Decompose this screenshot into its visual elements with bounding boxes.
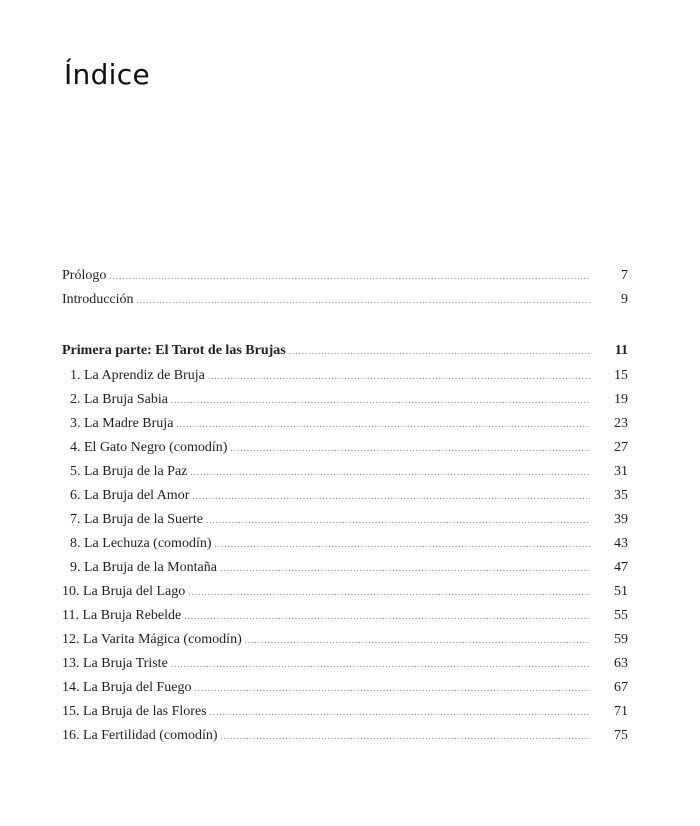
toc-chapter-label: 15. La Bruja de las Flores: [62, 704, 207, 719]
toc-chapter-label: 10. La Bruja del Lago: [62, 584, 186, 599]
dot-leader: [194, 676, 590, 700]
toc-chapter[interactable]: [62, 580, 628, 604]
toc-chapter-label: 16. La Fertilidad (comodín): [62, 728, 218, 743]
toc-entry-prologo[interactable]: [62, 264, 628, 288]
dot-leader: [109, 264, 590, 288]
toc-chapter[interactable]: [62, 412, 628, 436]
toc-chapter-label: 14. La Bruja del Fuego: [62, 680, 192, 695]
toc-part-page: 11: [614, 343, 628, 358]
dot-leader: [210, 700, 590, 724]
toc-chapter-page: 27: [614, 440, 628, 455]
dot-leader: [206, 508, 590, 532]
toc-chapter[interactable]: [62, 604, 628, 628]
toc-entry-label: Prólogo: [62, 268, 107, 283]
dot-leader: [171, 388, 590, 412]
dot-leader: [176, 412, 590, 436]
toc-chapter-page: 47: [614, 560, 628, 575]
toc-chapter[interactable]: [62, 628, 628, 652]
toc-chapter-page: 59: [614, 632, 628, 647]
toc-entry-introduccion[interactable]: [62, 288, 628, 312]
dot-leader: [220, 556, 590, 580]
dot-leader: [208, 364, 590, 388]
toc-chapter[interactable]: [62, 724, 628, 748]
toc-chapter[interactable]: [62, 364, 628, 388]
toc-chapter-label: 7. La Bruja de la Suerte: [70, 512, 203, 527]
dot-leader: [245, 628, 590, 652]
dot-leader: [188, 580, 590, 604]
toc-chapter[interactable]: [62, 484, 628, 508]
toc-chapter-page: 51: [614, 584, 628, 599]
toc-entry-label: Introducción: [62, 292, 134, 307]
dot-leader: [137, 288, 590, 312]
toc-chapter-page: 15: [614, 368, 628, 383]
toc-chapter-page: 75: [614, 728, 628, 743]
toc-chapter-page: 23: [614, 416, 628, 431]
toc-chapter-page: 43: [614, 536, 628, 551]
toc-chapter-label: 12. La Varita Mágica (comodín): [62, 632, 242, 647]
toc-chapter-page: 31: [614, 464, 628, 479]
toc-part-label: Primera parte: El Tarot de las Brujas: [62, 343, 286, 358]
section-spacer: [62, 312, 628, 338]
toc-chapter[interactable]: [62, 460, 628, 484]
toc-entry-page: 7: [621, 268, 628, 283]
toc-chapter-label: 5. La Bruja de la Paz: [70, 464, 188, 479]
dot-leader: [190, 460, 590, 484]
toc-chapter[interactable]: [62, 532, 628, 556]
dot-leader: [221, 724, 590, 748]
dot-leader: [230, 436, 590, 460]
toc-chapter-label: 1. La Aprendiz de Bruja: [70, 368, 205, 383]
toc-chapter[interactable]: [62, 652, 628, 676]
toc-chapter-label: 3. La Madre Bruja: [70, 416, 174, 431]
dot-leader: [289, 338, 590, 364]
dot-leader: [171, 652, 590, 676]
toc-chapter-label: 2. La Bruja Sabia: [70, 392, 168, 407]
toc-chapter-page: 35: [614, 488, 628, 503]
toc-chapter-page: 19: [614, 392, 628, 407]
toc-chapter-label: 13. La Bruja Triste: [62, 656, 168, 671]
toc-chapter[interactable]: [62, 700, 628, 724]
dot-leader: [192, 484, 590, 508]
toc-chapter[interactable]: [62, 388, 628, 412]
toc-chapter-page: 55: [614, 608, 628, 623]
dot-leader: [215, 532, 591, 556]
toc-chapter-page: 67: [614, 680, 628, 695]
toc-chapter[interactable]: [62, 556, 628, 580]
toc-chapter-label: 8. La Lechuza (comodín): [70, 536, 212, 551]
toc-chapter[interactable]: [62, 436, 628, 460]
toc-chapter-label: 4. El Gato Negro (comodín): [70, 440, 228, 455]
toc-chapter-page: 71: [614, 704, 628, 719]
toc-chapter[interactable]: [62, 508, 628, 532]
toc-chapter[interactable]: [62, 676, 628, 700]
toc-entry-page: 9: [621, 292, 628, 307]
toc-chapter-label: 6. La Bruja del Amor: [70, 488, 190, 503]
toc-part-heading[interactable]: [62, 338, 628, 364]
page-title: Índice: [64, 58, 150, 91]
toc-chapter-page: 63: [614, 656, 628, 671]
toc-chapter-label: 11. La Bruja Rebelde: [62, 608, 182, 623]
table-of-contents: [62, 264, 628, 748]
dot-leader: [184, 604, 590, 628]
toc-chapter-label: 9. La Bruja de la Montaña: [70, 560, 217, 575]
toc-chapter-page: 39: [614, 512, 628, 527]
